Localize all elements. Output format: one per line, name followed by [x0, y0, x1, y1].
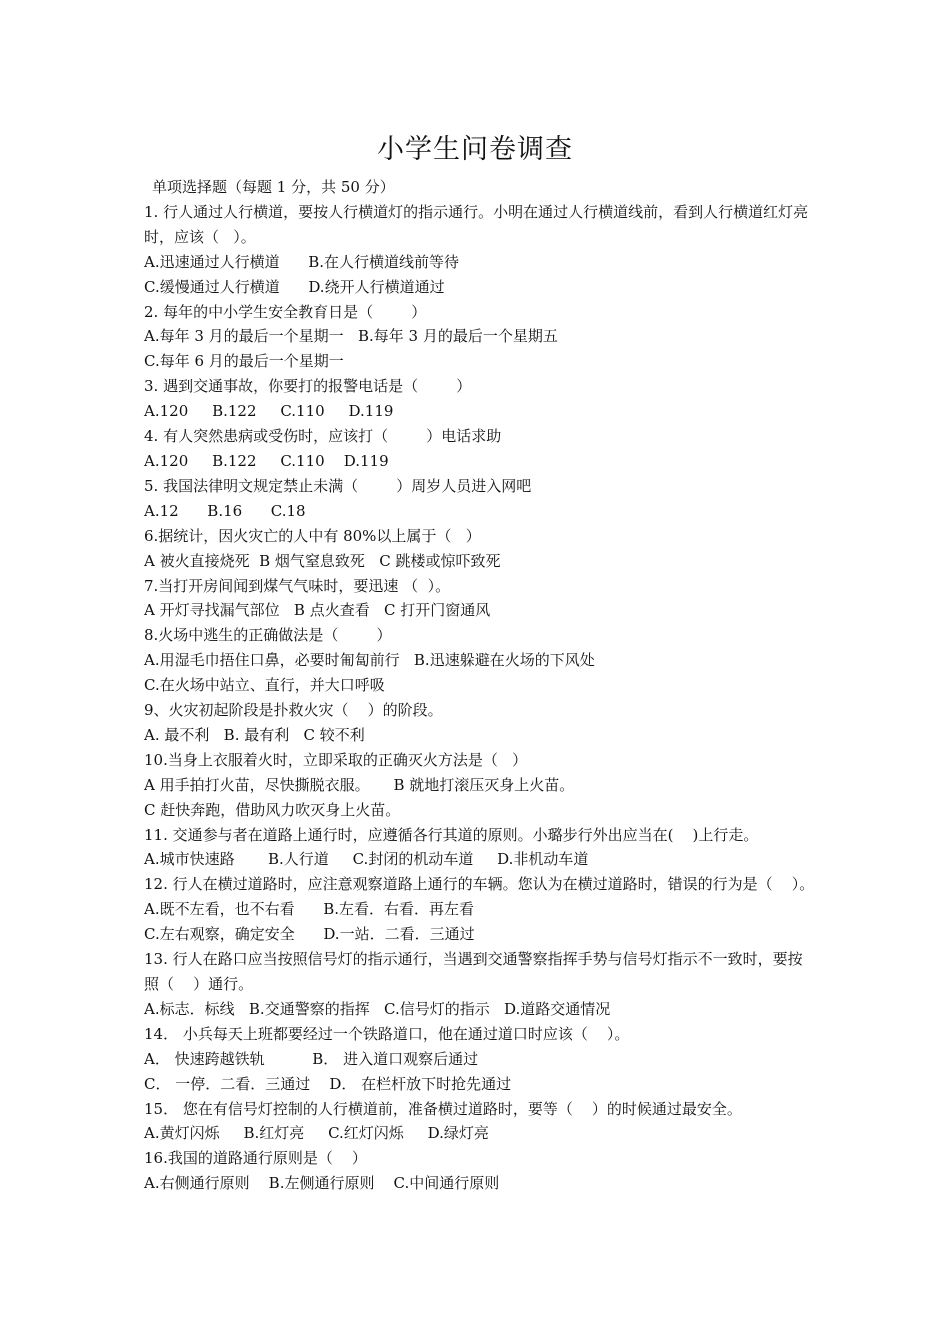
answer-options: A.每年 3 月的最后一个星期一 B.每年 3 月的最后一个星期五: [144, 327, 558, 346]
answer-options: A.迅速通过人行横道 B.在人行横道线前等待: [144, 252, 460, 271]
question-text: 12. 行人在横过道路时，应注意观察道路上通行的车辆。您认为在横过道路时，错误的行为是（ ）。: [144, 875, 815, 894]
answer-options: A.12 B.16 C.18: [144, 501, 306, 520]
answer-options: C.在火场中站立、直行，并大口呼吸: [144, 676, 385, 695]
question-text: 2. 每年的中小学生安全教育日是（ ）: [144, 302, 427, 321]
question-text: 6.据统计，因火灾亡的人中有 80%以上属于（ ）: [144, 526, 481, 545]
answer-options: A.城市快速路 B.人行道 C.封闭的机动车道 D.非机动车道: [144, 850, 589, 869]
question-text: 4. 有人突然患病或受伤时，应该打（ ）电话求助: [144, 427, 502, 446]
answer-options: A.标志．标线 B.交通警察的指挥 C.信号灯的指示 D.道路交通情况: [144, 999, 611, 1018]
question-text: 16.我国的道路通行原则是（ ）: [144, 1149, 367, 1168]
answer-options: C.缓慢通过人行横道 D.绕开人行横道通过: [144, 277, 445, 296]
question-text: 11. 交通参与者在道路上通行时，应遵循各行其道的原则。小璐步行外出应当在( )上行走。: [144, 825, 759, 844]
answer-options: A.既不左看，也不右看 B.左看．右看．再左看: [144, 900, 475, 919]
answer-options: C.每年 6 月的最后一个星期一: [144, 352, 344, 371]
question-text: 5. 我国法律明文规定禁止未满（ ）周岁人员进入网吧: [144, 476, 532, 495]
answer-options: C． 一停．二看．三通过 D． 在栏杆放下时抢先通过: [144, 1074, 512, 1093]
question-text: 8.火场中逃生的正确做法是（ ）: [144, 626, 392, 645]
answer-options: A.120 B.122 C.110 D.119: [144, 451, 389, 470]
answer-options: A.黄灯闪烁 B.红灯亮 C.红灯闪烁 D.绿灯亮: [144, 1124, 489, 1143]
answer-options: A.用湿毛巾捂住口鼻，必要时匍匐前行 B.迅速躲避在火场的下风处: [144, 651, 595, 670]
question-text: 7.当打开房间闻到煤气气味时，要迅速 （ ）。: [144, 576, 451, 595]
question-text: 15． 您在有信号灯控制的人行横道前，准备横过道路时，要等（ ）的时候通过最安全。: [144, 1099, 742, 1118]
answer-options: A. 最不利 B. 最有利 C 较不利: [144, 725, 365, 744]
answer-options: A 用手拍打火苗，尽快撕脱衣服。 B 就地打滚压灭身上火苗。: [144, 775, 575, 794]
questionnaire-body: [144, 175, 816, 1196]
answer-options: A． 快速跨越铁轨 B． 进入道口观察后通过: [144, 1049, 479, 1068]
question-text: 10.当身上衣服着火时，立即采取的正确灭火方法是（ ）: [144, 750, 528, 769]
answer-options: A.右侧通行原则 B.左侧通行原则 C.中间通行原则: [144, 1174, 500, 1193]
question-text: 13. 行人在路口应当按照信号灯的指示通行，当遇到交通警察指挥手势与信号灯指示不一致时，要按照（ ）通行。: [144, 950, 803, 993]
answer-options: A.120 B.122 C.110 D.119: [144, 402, 394, 421]
answer-options: A 开灯寻找漏气部位 B 点火查看 C 打开门窗通风: [144, 601, 491, 620]
document-title: 小学生问卷调查: [377, 134, 573, 165]
question-text: 3. 遇到交通事故，你要打的报警电话是（ ）: [144, 377, 472, 396]
section-heading: 单项选择题（每题 1 分，共 50 分）: [152, 178, 395, 196]
answer-options: C 赶快奔跑，借助风力吹灭身上火苗。: [144, 800, 401, 819]
question-text: 1. 行人通过人行横道，要按人行横道灯的指示通行。小明在通过人行横道线前，看到人行横道红灯亮时，应该（ ）。: [144, 202, 809, 246]
question-text: 14． 小兵每天上班都要经过一个铁路道口，他在通过道口时应该（ ）。: [144, 1024, 630, 1043]
answer-options: A 被火直接烧死 B 烟气窒息致死 C 跳楼或惊吓致死: [144, 551, 501, 570]
question-text: 9、火灾初起阶段是扑救火灾（ ）的阶段。: [144, 701, 443, 720]
answer-options: C.左右观察，确定安全 D.一站．二看．三通过: [144, 925, 475, 944]
